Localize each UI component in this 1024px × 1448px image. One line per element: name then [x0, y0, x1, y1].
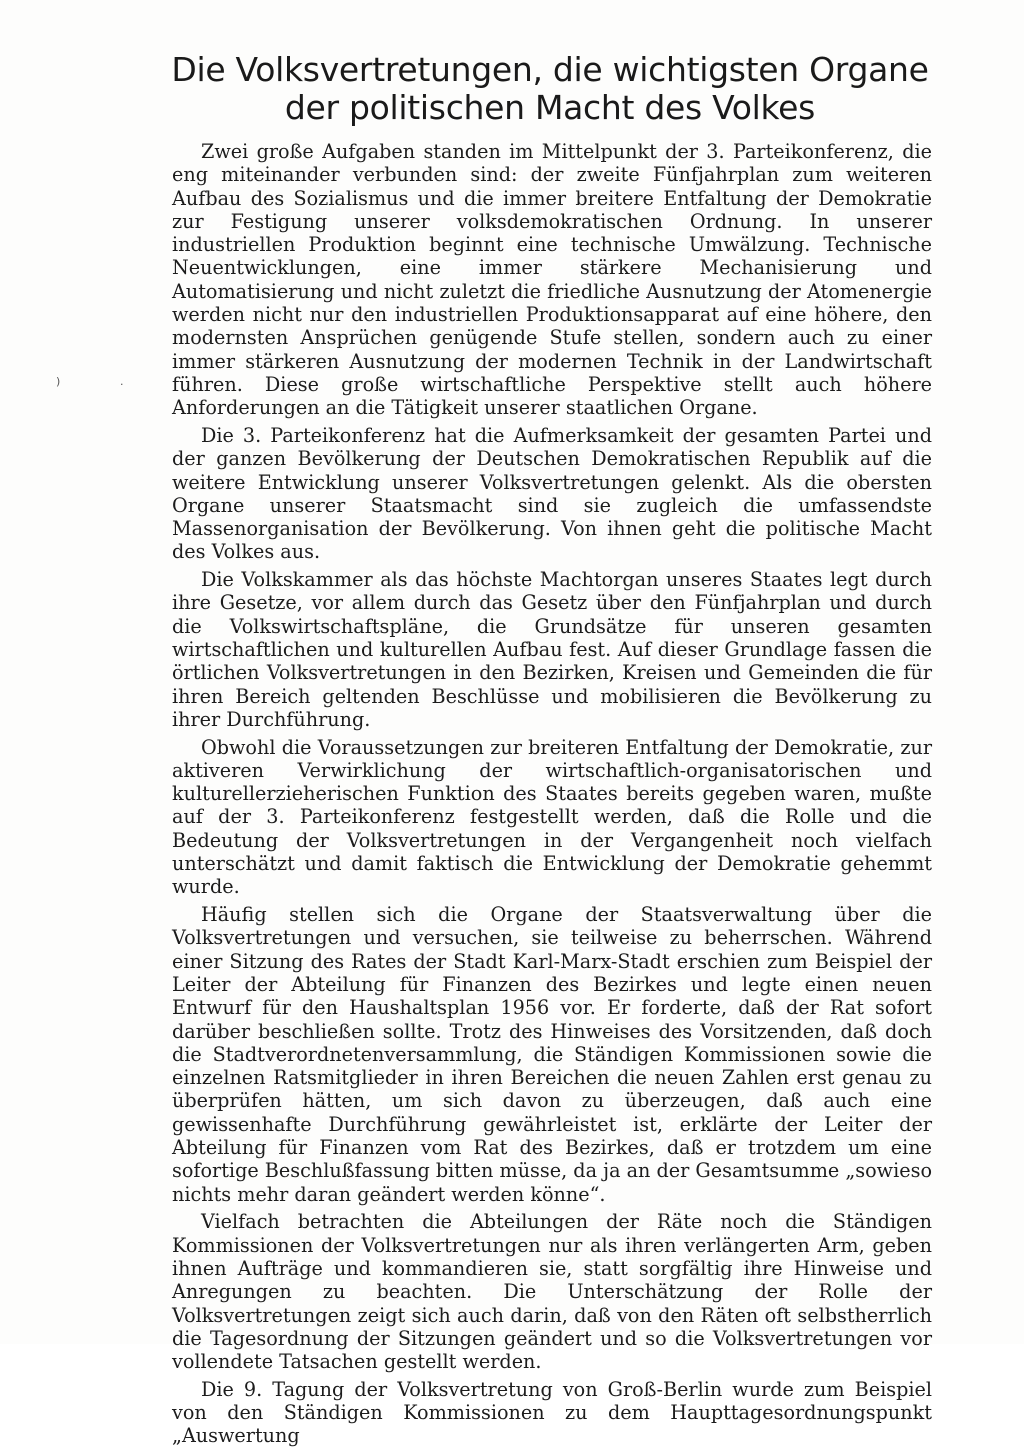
- paragraph: Häufig stellen sich die Organe der Staatsverwaltung über die Volksvertretungen und versuchen, sie teilweise zu beherrschen. Während einer Sitzung des Rates der Stadt Karl-Marx-Stadt erschien zum Beispiel der Leiter der Abteilung für Finanzen des Bezirkes und legte einen neuen Entwurf für den Haushaltsplan 1956 vor. Er forderte, daß der Rat sofort darüber beschließen sollte. Trotz des Hinweises des Vorsitzenden, daß doch die Stadtverordnetenversammlung, die Ständigen Kommissionen sowie die einzelnen Ratsmitglieder in ihren Bereichen die neuen Zahlen erst genau zu überprüfen hätten, um sich davon zu überzeugen, daß auch eine gewissenhafte Durchführung gewährleistet ist, erklärte der Leiter der Abteilung für Finanzen vom Rat des Bezirkes, daß er trotzdem um eine sofortige Beschlußfassung bitten müsse, da ja an der Gesamtsumme „sowieso nichts mehr daran geändert werden könne“.: [172, 903, 932, 1206]
- body-text: [172, 140, 932, 1448]
- paragraph: Zwei große Aufgaben standen im Mittelpunkt der 3. Parteikonferenz, die eng miteinander verbunden sind: der zweite Fünfjahrplan zum weiteren Aufbau des Sozialismus und die immer breitere Entfaltung der Demokratie zur Festigung unserer volksdemokratischen Ordnung. In unserer industriellen Produktion beginnt eine technische Umwälzung. Technische Neuentwicklungen, eine immer stärkere Mechanisierung und Automatisierung und nicht zuletzt die friedliche Ausnutzung der Atomenergie werden nicht nur den industriellen Produktionsapparat auf eine höhere, den modernsten Ansprüchen genügende Stufe stellen, sondern auch zu einer immer stärkeren Ausnutzung der modernen Technik in der Landwirtschaft führen. Diese große wirtschaftliche Perspektive stellt auch höhere Anforderungen an die Tätigkeit unserer staatlichen Organe.: [172, 140, 932, 420]
- margin-mark: ): [56, 375, 61, 388]
- page-title-line-2: der politischen Macht des Volkes: [284, 88, 816, 127]
- paragraph: Obwohl die Voraussetzungen zur breiteren Entfaltung der Demokratie, zur aktiveren Verwirklichung der wirtschaftlich-organisatorischen und kulturellerzieherischen Funktion des Staates bereits gegeben waren, mußte auf der 3. Parteikonferenz festgestellt werden, daß die Rolle und die Bedeutung der Volksvertretungen in der Vergangenheit noch vielfach unterschätzt und damit faktisch die Entwicklung der Demokratie gehemmt wurde.: [172, 735, 932, 899]
- paragraph: Die Volkskammer als das höchste Machtorgan unseres Staates legt durch ihre Gesetze, vor allem durch das Gesetz über den Fünfjahrplan und durch die Volkswirtschaftspläne, die Grundsätze für unseren gesamten wirtschaftlichen und kulturellen Aufbau fest. Auf dieser Grundlage fassen die örtlichen Volksvertretungen in den Bezirken, Kreisen und Gemeinden die für ihren Bereich geltenden Beschlüsse und mobilisieren die Bevölkerung zu ihrer Durchführung.: [172, 568, 932, 731]
- paragraph: Die 3. Parteikonferenz hat die Aufmerksamkeit der gesamten Partei und der ganzen Bevölkerung der Deutschen Demokratischen Republik auf die weitere Entwicklung unserer Volksvertretungen gelenkt. Als die obersten Organe unserer Staatsmacht sind sie zugleich die umfassendste Massenorganisation der Bevölkerung. Von ihnen geht die politische Macht des Volkes aus.: [172, 423, 932, 564]
- margin-mark: ·: [120, 378, 124, 391]
- paragraph: Die 9. Tagung der Volksvertretung von Groß-Berlin wurde zum Beispiel von den Ständigen Kommissionen zu dem Haupttagesordnungspunkt „Auswertung: [172, 1377, 932, 1448]
- page-title-line-1: Die Volksvertretungen, die wichtigsten Organe: [171, 50, 929, 89]
- paragraph: Vielfach betrachten die Abteilungen der Räte noch die Ständigen Kommissionen der Volksvertretungen nur als ihren verlängerten Arm, geben ihnen Aufträge und kommandieren sie, statt sorgfältig ihre Hinweise und Anregungen zu beachten. Die Unterschätzung der Rolle der Volksvertretungen zeigt sich auch darin, daß von den Räten oft selbstherrlich die Tagesordnung der Sitzungen geändert und so die Volksvertretungen vor vollendete Tatsachen gestellt werden.: [172, 1210, 932, 1374]
